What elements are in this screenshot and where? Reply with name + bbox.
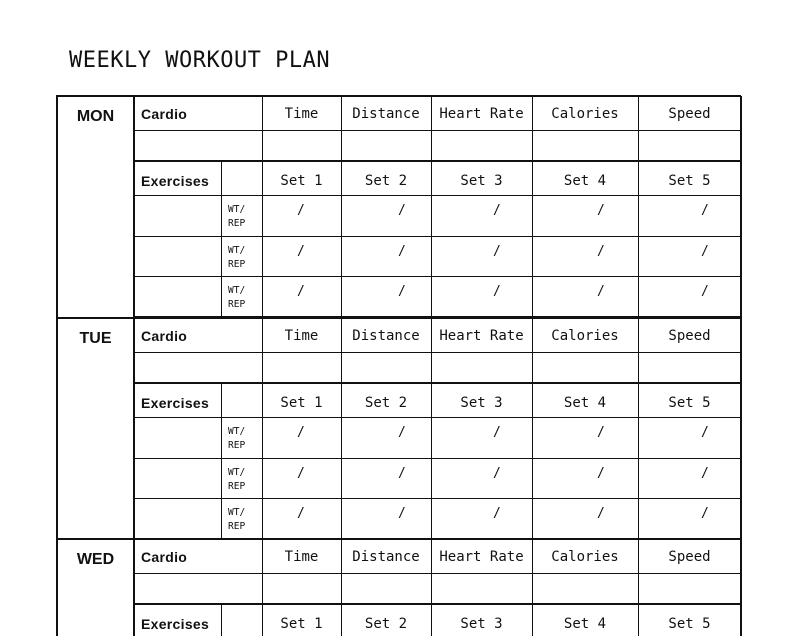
row-rule — [134, 458, 741, 459]
weight-rep-slash: / — [297, 425, 305, 440]
cardio-label: Cardio — [141, 549, 188, 565]
set-header: Set 2 — [364, 616, 408, 632]
wt-rep-label — [228, 506, 258, 534]
row-rule — [134, 352, 741, 353]
cardio-header: Distance — [352, 328, 420, 344]
row-rule — [134, 276, 741, 277]
weight-rep-slash: / — [297, 506, 305, 521]
weight-rep-slash: / — [701, 466, 709, 481]
column-rule — [532, 318, 533, 539]
weight-rep-slash: / — [493, 203, 501, 218]
weight-rep-slash: / — [701, 506, 709, 521]
page-title: WEEKLY WORKOUT PLAN — [69, 48, 331, 73]
set-header: Set 1 — [280, 616, 323, 632]
row-rule — [134, 382, 741, 384]
weight-rep-slash: / — [398, 506, 406, 521]
column-rule — [341, 318, 342, 539]
weight-rep-slash: / — [493, 244, 501, 259]
wtrep-column-rule — [221, 604, 222, 636]
exercises-label: Exercises — [141, 616, 210, 632]
set-header: Set 5 — [668, 173, 711, 189]
wt-text: WT/ — [228, 426, 246, 437]
row-rule — [134, 498, 741, 499]
row-rule — [134, 573, 741, 574]
weight-rep-slash: / — [597, 506, 605, 521]
rep-text: REP — [228, 481, 246, 492]
cardio-label: Cardio — [141, 328, 188, 344]
wt-text: WT/ — [228, 245, 246, 256]
row-rule — [134, 130, 741, 131]
row-rule — [134, 603, 741, 605]
set-header: Set 3 — [460, 395, 503, 411]
weight-rep-slash: / — [297, 466, 305, 481]
cardio-header: Speed — [668, 106, 711, 122]
set-header: Set 4 — [563, 616, 607, 632]
weight-rep-slash: / — [493, 284, 501, 299]
exercises-label: Exercises — [141, 395, 210, 411]
weight-rep-slash: / — [493, 466, 501, 481]
wt-rep-label — [228, 466, 258, 494]
row-rule — [134, 236, 741, 237]
rep-text: REP — [228, 299, 246, 310]
cardio-header: Time — [284, 549, 319, 565]
row-rule — [134, 160, 741, 162]
set-header: Set 5 — [668, 616, 711, 632]
row-rule — [134, 417, 741, 418]
cardio-header: Heart Rate — [439, 106, 524, 122]
set-header: Set 3 — [460, 173, 503, 189]
set-header: Set 1 — [280, 395, 323, 411]
cardio-header: Calories — [551, 328, 619, 344]
row-rule — [134, 195, 741, 196]
cardio-header: Time — [284, 328, 319, 344]
column-rule — [431, 96, 432, 317]
wtrep-column-rule — [221, 383, 222, 539]
column-rule — [262, 96, 263, 317]
weight-rep-slash: / — [701, 425, 709, 440]
weight-rep-slash: / — [597, 244, 605, 259]
wt-text: WT/ — [228, 467, 246, 478]
column-rule — [638, 96, 639, 317]
wt-rep-label — [228, 284, 258, 312]
set-header: Set 4 — [563, 173, 607, 189]
wt-rep-label — [228, 244, 258, 272]
weight-rep-slash: / — [398, 425, 406, 440]
weight-rep-slash: / — [701, 244, 709, 259]
wt-rep-label — [228, 203, 258, 231]
cardio-header: Heart Rate — [439, 328, 524, 344]
column-rule — [638, 318, 639, 539]
set-header: Set 2 — [364, 395, 408, 411]
set-header: Set 4 — [563, 395, 607, 411]
weight-rep-slash: / — [297, 244, 305, 259]
day-label: MON — [76, 108, 115, 125]
wt-text: WT/ — [228, 285, 246, 296]
weight-rep-slash: / — [597, 466, 605, 481]
weight-rep-slash: / — [398, 203, 406, 218]
weight-rep-slash: / — [398, 284, 406, 299]
day-label: WED — [76, 551, 115, 568]
column-rule — [431, 318, 432, 539]
weight-rep-slash: / — [398, 466, 406, 481]
weight-rep-slash: / — [701, 284, 709, 299]
weight-rep-slash: / — [493, 425, 501, 440]
cardio-header: Heart Rate — [439, 549, 524, 565]
wt-rep-label — [228, 425, 258, 453]
weight-rep-slash: / — [597, 425, 605, 440]
cardio-header: Speed — [668, 549, 711, 565]
cardio-header: Calories — [551, 549, 619, 565]
weight-rep-slash: / — [597, 284, 605, 299]
cardio-header: Distance — [352, 549, 420, 565]
rep-text: REP — [228, 440, 246, 451]
weight-rep-slash: / — [297, 203, 305, 218]
cardio-header: Distance — [352, 106, 420, 122]
weight-rep-slash: / — [398, 244, 406, 259]
weight-rep-slash: / — [493, 506, 501, 521]
weight-rep-slash: / — [597, 203, 605, 218]
cardio-header: Calories — [551, 106, 619, 122]
day-label: TUE — [79, 330, 112, 347]
exercises-label: Exercises — [141, 173, 210, 189]
rep-text: REP — [228, 521, 246, 532]
cardio-header: Speed — [668, 328, 711, 344]
set-header: Set 2 — [364, 173, 408, 189]
wtrep-column-rule — [221, 161, 222, 317]
set-header: Set 3 — [460, 616, 503, 632]
column-rule — [532, 96, 533, 317]
wt-text: WT/ — [228, 507, 246, 518]
wt-text: WT/ — [228, 204, 246, 215]
rep-text: REP — [228, 218, 246, 229]
cardio-label: Cardio — [141, 106, 188, 122]
column-rule — [262, 318, 263, 539]
rep-text: REP — [228, 259, 246, 270]
set-header: Set 1 — [280, 173, 323, 189]
weight-rep-slash: / — [701, 203, 709, 218]
cardio-header: Time — [284, 106, 319, 122]
column-rule — [341, 96, 342, 317]
set-header: Set 5 — [668, 395, 711, 411]
weight-rep-slash: / — [297, 284, 305, 299]
